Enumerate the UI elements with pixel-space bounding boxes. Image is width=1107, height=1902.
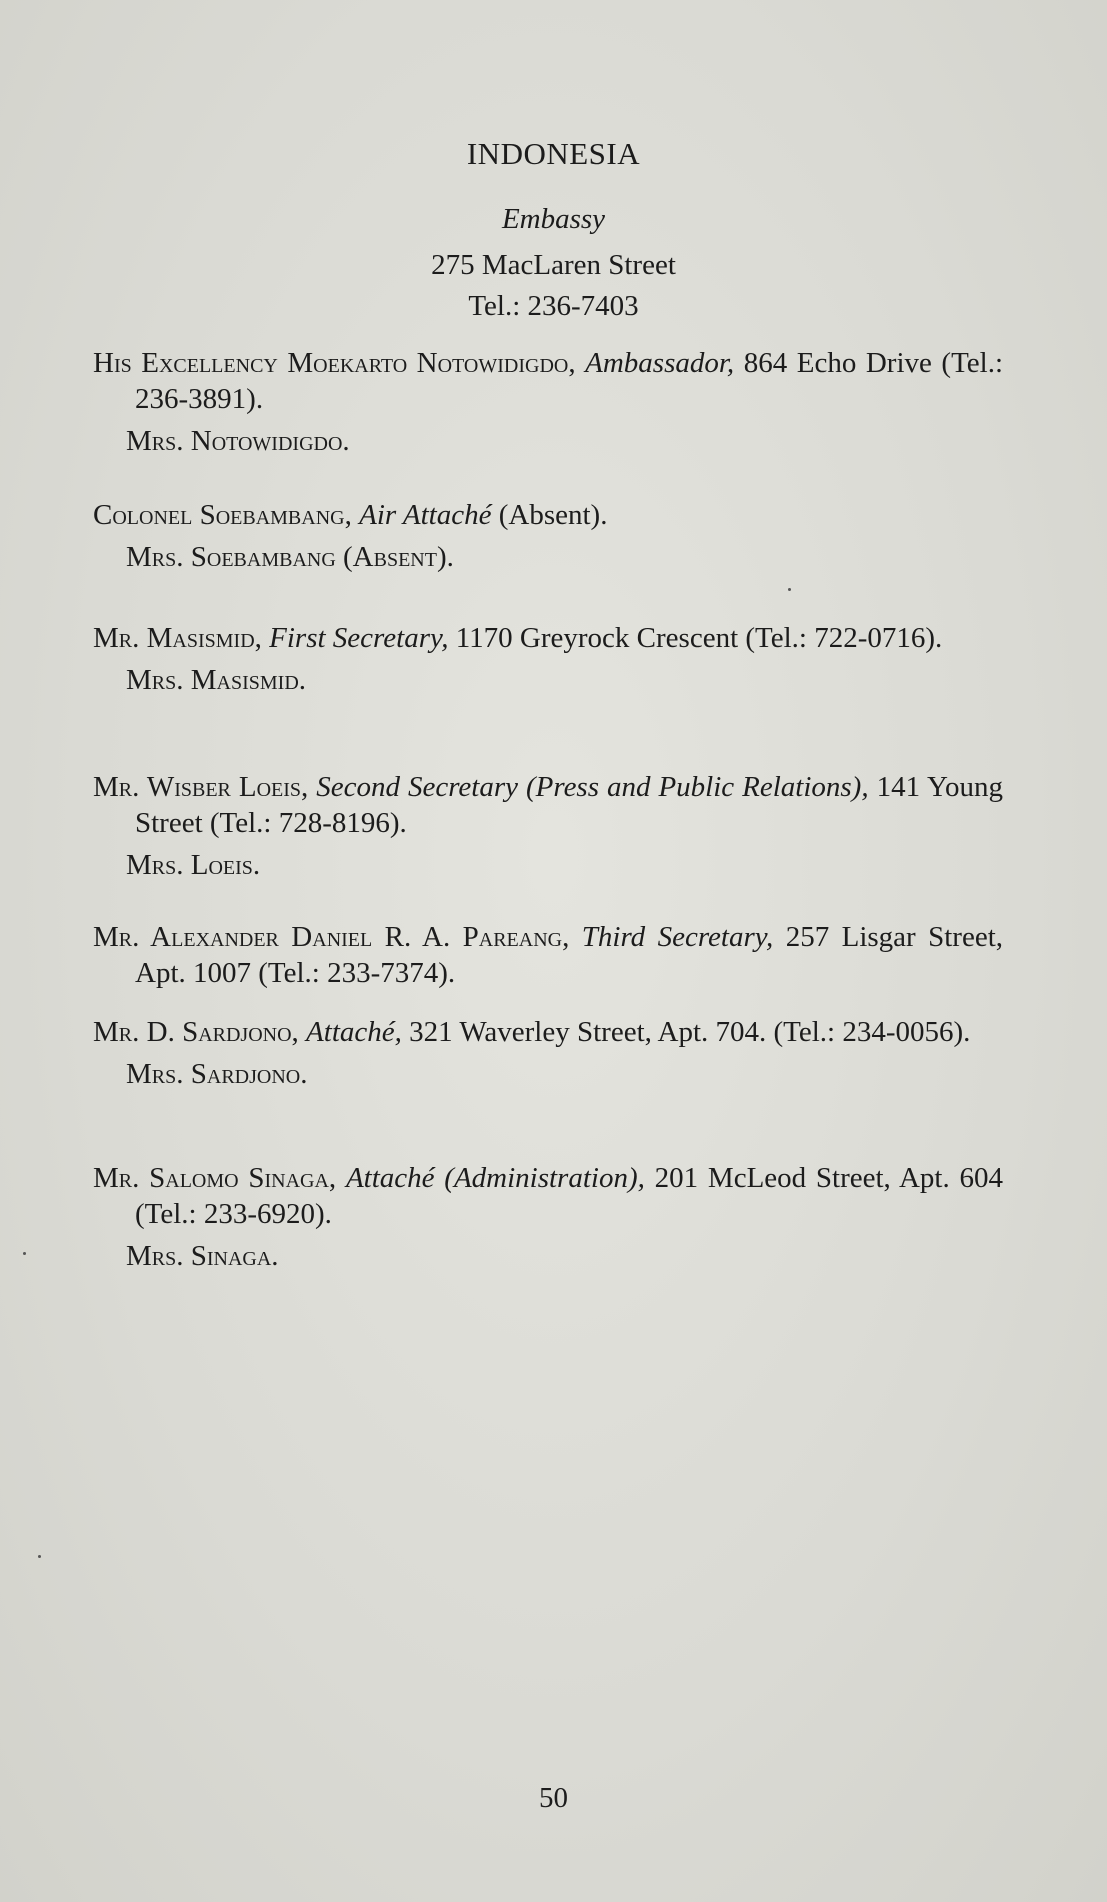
diplomat-name: Colonel Soebambang, — [93, 499, 352, 531]
spouse-name: Mrs. Soebambang (Absent). — [126, 541, 454, 573]
entry-text — [93, 620, 1003, 656]
entry-text — [93, 919, 1003, 991]
diplomat-title: Attaché, — [306, 1016, 402, 1048]
spouse-name: Mrs. Sinaga. — [126, 1240, 279, 1272]
page-number: 50 — [539, 1782, 568, 1814]
diplomat-name: Mr. Salomo Sinaga, — [93, 1162, 337, 1194]
entry-text — [93, 1160, 1003, 1232]
print-speck — [788, 588, 791, 591]
diplomat-details: 201 McLeod Street, Apt. 604 (Tel.: 233-6920). — [135, 1162, 1003, 1230]
diplomat-details: (Absent). — [498, 499, 608, 531]
print-speck — [23, 1252, 26, 1255]
diplomat-title: Third Secretary, — [581, 921, 774, 953]
office-type: Embassy — [501, 203, 606, 235]
diplomat-title: Ambassador, — [585, 347, 735, 379]
diplomat-entry — [93, 497, 1003, 575]
diplomat-entry — [93, 620, 1003, 698]
print-speck — [38, 1555, 41, 1558]
diplomat-title: Attaché (Administration), — [345, 1162, 645, 1194]
entry-text — [93, 769, 1003, 841]
spouse-name: Mrs. Loeis. — [126, 849, 261, 881]
spouse-name: Mrs. Notowidigdo. — [126, 425, 350, 457]
diplomat-details: 321 Waverley Street, Apt. 704. (Tel.: 234-0056). — [409, 1016, 971, 1048]
spouse-name: Mrs. Sardjono. — [126, 1058, 308, 1090]
diplomat-name: His Excellency Moekarto Notowidigdo, — [93, 347, 576, 379]
diplomat-details: 257 Lisgar Street, Apt. 1007 (Tel.: 233-7374). — [135, 921, 1004, 989]
diplomat-name: Mr. Masismid, — [93, 622, 262, 654]
entry-text — [93, 345, 1003, 417]
diplomat-name: Mr. D. Sardjono, — [93, 1016, 299, 1048]
office-address: 275 MacLaren Street — [431, 249, 676, 281]
office-telephone: Tel.: 236-7403 — [468, 290, 639, 322]
spouse-name: Mrs. Masismid. — [126, 664, 307, 696]
diplomat-entry — [93, 345, 1003, 459]
diplomat-details: 1170 Greyrock Crescent (Tel.: 722-0716). — [455, 622, 943, 654]
diplomat-entry — [93, 1160, 1003, 1274]
entry-text — [93, 1014, 1003, 1050]
diplomat-entry — [93, 769, 1003, 883]
diplomat-entry — [93, 919, 1003, 991]
diplomat-title: Second Secretary (Press and Public Relations), — [316, 771, 869, 803]
entry-text — [93, 497, 1003, 533]
diplomat-name: Mr. Alexander Daniel R. A. Pareang, — [93, 921, 570, 953]
diplomat-name: Mr. Wisber Loeis, — [93, 771, 309, 803]
diplomat-entry — [93, 1014, 1003, 1092]
diplomat-title: First Secretary, — [269, 622, 449, 654]
diplomat-details: 141 Young Street (Tel.: 728-8196). — [135, 771, 1004, 839]
country-heading: INDONESIA — [466, 136, 641, 171]
diplomat-title: Air Attaché — [359, 499, 492, 531]
diplomat-details: 864 Echo Drive (Tel.: 236-3891). — [135, 347, 1004, 415]
